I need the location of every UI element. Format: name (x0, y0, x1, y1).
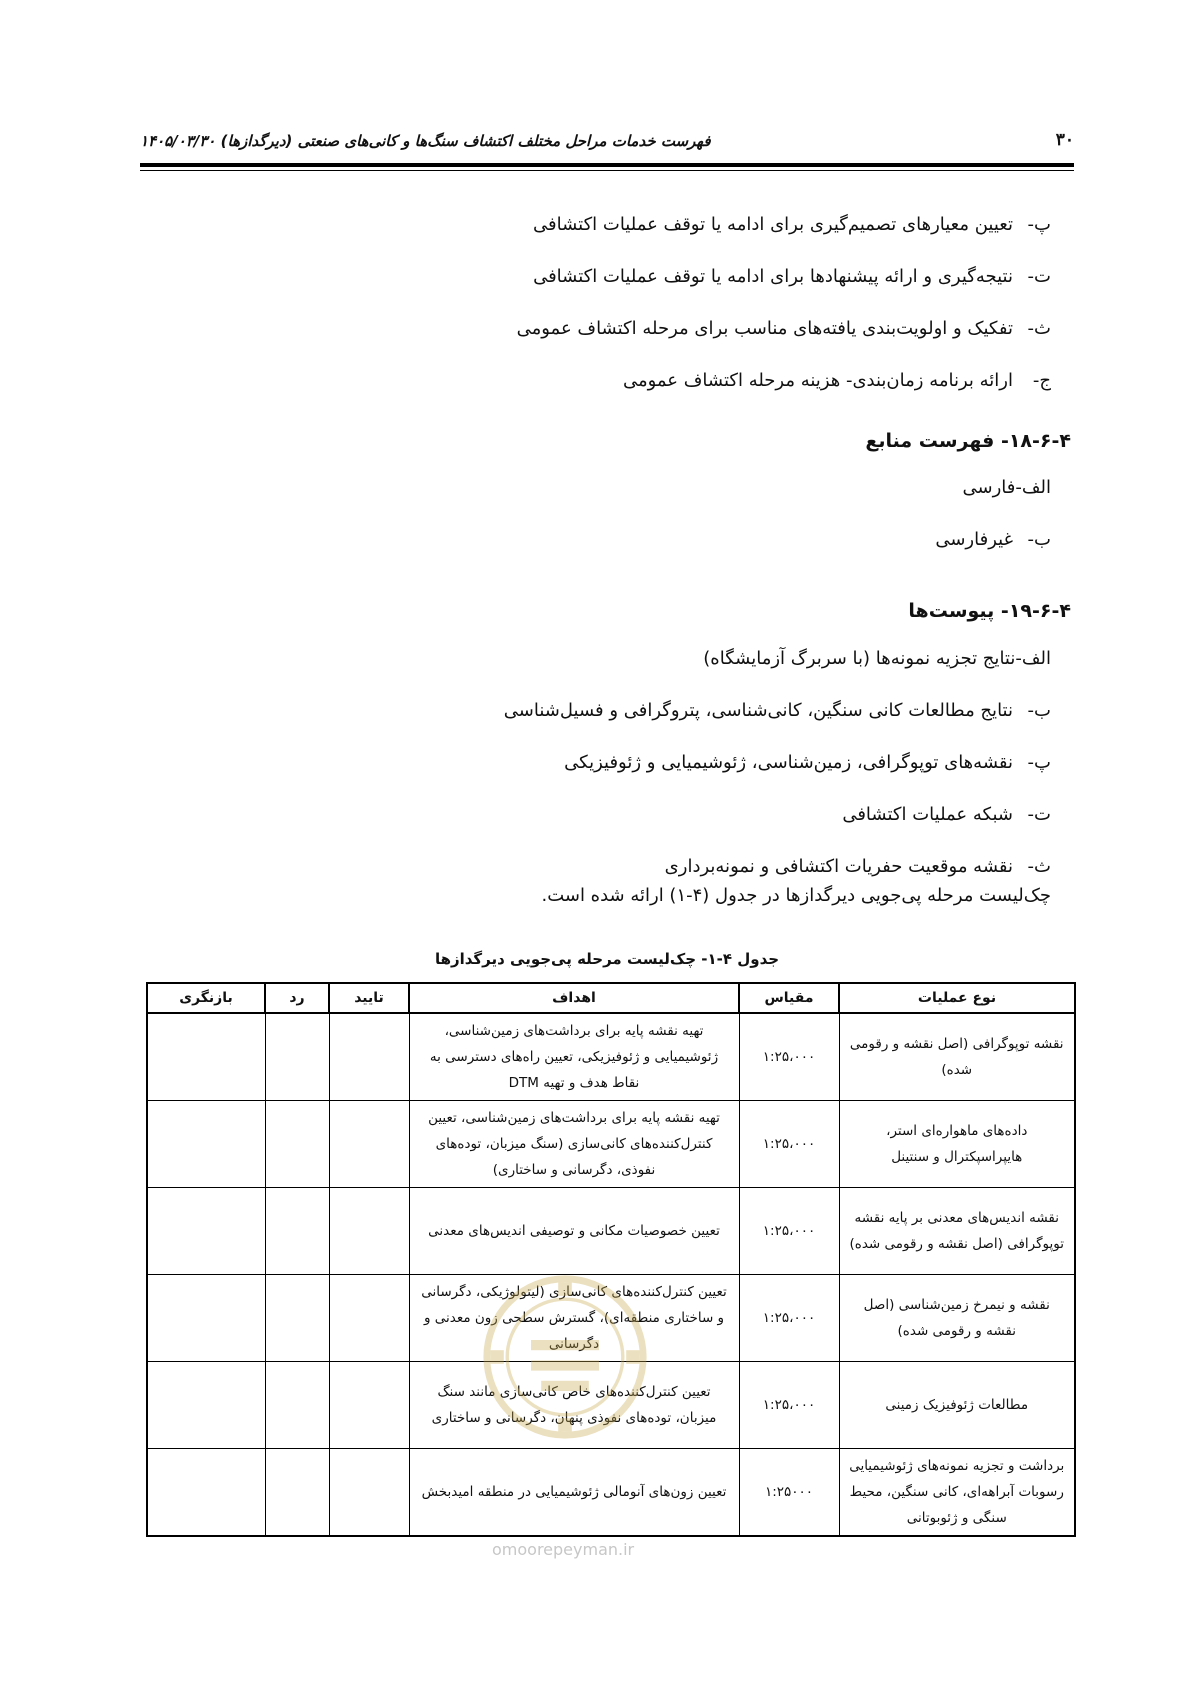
cell-goal: تعیین کنترل‌کننده‌های خاص کانی‌سازی مانند سنگ میزبان، توده‌های نفوذی پنهان، دگرسانی و ساختاری (409, 1362, 739, 1449)
list-marker: ج- (1032, 370, 1051, 391)
list-text: ارائه برنامه زمان‌بندی- هزینه مرحله اکتشاف عمومی (622, 370, 1013, 391)
section-heading-references: ۱۸-۶-۴- فهرست منابع (865, 430, 1071, 452)
column-header-goals: اهداف (409, 983, 739, 1013)
list-item (504, 648, 1051, 700)
cell-scale: ۱:۲۵،۰۰۰ (739, 1013, 839, 1101)
column-header-reject: رد (265, 983, 329, 1013)
header-rule-thick (140, 163, 1074, 167)
table-intro-text: چک‌لیست مرحله پی‌جویی دیرگدازها در جدول (۴-۱) ارائه شده است. (541, 885, 1051, 906)
list-marker: الف- (1015, 648, 1051, 669)
list-text: نتایج مطالعات کانی سنگین، کانی‌شناسی، پتروگرافی و فسیل‌شناسی (503, 700, 1013, 721)
watermark-url: omoorepeyman.ir (492, 1540, 635, 1559)
list-item (517, 214, 1051, 266)
cell-scale: ۱:۲۵۰۰۰ (739, 1449, 839, 1537)
checklist-table (146, 982, 1076, 1537)
column-header-operation: نوع عملیات (839, 983, 1075, 1013)
outcomes-list (517, 214, 1051, 422)
list-item (504, 752, 1051, 804)
references-list (935, 477, 1051, 581)
table-row (147, 1013, 1075, 1101)
table-header-row (147, 983, 1075, 1013)
cell-approve (329, 1188, 409, 1275)
cell-operation: برداشت و تجزیه نمونه‌های ژئوشیمیایی رسوبات آبراهه‌ای، کانی سنگین، محیط سنگی و ژئوبوتانی (839, 1449, 1075, 1537)
list-item (517, 266, 1051, 318)
cell-approve (329, 1101, 409, 1188)
cell-reject (265, 1449, 329, 1537)
list-marker: الف- (1015, 477, 1051, 498)
cell-scale: ۱:۲۵،۰۰۰ (739, 1275, 839, 1362)
cell-approve (329, 1013, 409, 1101)
appendices-list (504, 648, 1051, 908)
page-number: ۳۰ (1055, 130, 1074, 150)
list-item (935, 477, 1051, 529)
cell-operation: نقشه و نیمرخ زمین‌شناسی (اصل نقشه و رقومی شده) (839, 1275, 1075, 1362)
column-header-scale: مقیاس (739, 983, 839, 1013)
header-rule-thin (140, 170, 1074, 171)
cell-reject (265, 1362, 329, 1449)
cell-goal: تهیه نقشه پایه برای برداشت‌های زمین‌شناسی، تعیین کنترل‌کننده‌های کانی‌سازی (سنگ میزبان، توده‌های نفوذی، دگرسانی و ساختاری) (409, 1101, 739, 1188)
list-item (517, 370, 1051, 422)
list-text: نقشه‌های توپوگرافی، زمین‌شناسی، ژئوشیمیایی و ژئوفیزیکی (564, 752, 1013, 773)
list-text: شبکه عملیات اکتشافی (842, 804, 1013, 825)
column-header-review: بازنگری (147, 983, 265, 1013)
table-row (147, 1101, 1075, 1188)
cell-approve (329, 1275, 409, 1362)
cell-review (147, 1013, 265, 1101)
cell-scale: ۱:۲۵،۰۰۰ (739, 1188, 839, 1275)
cell-reject (265, 1275, 329, 1362)
table-row (147, 1449, 1075, 1537)
cell-review (147, 1362, 265, 1449)
cell-review (147, 1449, 265, 1537)
column-header-approve: تایید (329, 983, 409, 1013)
cell-goal: تعیین خصوصیات مکانی و توصیفی اندیس‌های معدنی (409, 1188, 739, 1275)
cell-operation: نقشه اندیس‌های معدنی بر پایه نقشه توپوگرافی (اصل نقشه و رقومی شده) (839, 1188, 1075, 1275)
cell-review (147, 1101, 265, 1188)
cell-reject (265, 1013, 329, 1101)
table-row (147, 1362, 1075, 1449)
list-text: نتایج تجزیه نمونه‌ها (با سربرگ آزمایشگاه) (703, 648, 1016, 669)
list-text: تعیین معیارهای تصمیم‌گیری برای ادامه یا توقف عملیات اکتشافی (533, 214, 1013, 235)
cell-approve (329, 1449, 409, 1537)
list-marker: ت- (1027, 266, 1051, 287)
page-header (140, 128, 1074, 164)
list-marker: پ- (1027, 752, 1051, 773)
cell-scale: ۱:۲۵،۰۰۰ (739, 1101, 839, 1188)
list-text: فارسی (962, 477, 1016, 498)
section-heading-appendices: ۱۹-۶-۴- پیوست‌ها (908, 600, 1071, 622)
list-marker: ث- (1027, 318, 1051, 339)
list-text: نتیجه‌گیری و ارائه پیشنهادها برای ادامه یا توقف عملیات اکتشافی (533, 266, 1013, 287)
list-marker: پ- (1027, 214, 1051, 235)
cell-review (147, 1275, 265, 1362)
list-marker: ب- (1027, 529, 1051, 550)
table-caption: جدول ۴-۱- چک‌لیست مرحله پی‌جویی دیرگدازها (434, 950, 780, 968)
running-title: فهرست خدمات مراحل مختلف اکتشاف سنگ‌ها و کانی‌های صنعتی (دیرگدازها) ۱۴۰۵/۰۳/۳۰ (140, 132, 711, 150)
list-marker: ت- (1027, 804, 1051, 825)
cell-goal: تعیین کنترل‌کننده‌های کانی‌سازی (لیتولوژیکی، دگرسانی و ساختاری منطقه‌ای)، گسترش سطحی زون معدنی و دگرسانی (409, 1275, 739, 1362)
table-row (147, 1188, 1075, 1275)
cell-operation: داده‌های ماهواره‌ای استر، هایپراسپکترال و سنتینل (839, 1101, 1075, 1188)
list-text: نقشه موقعیت حفریات اکتشافی و نمونه‌برداری (664, 856, 1013, 877)
list-item (935, 529, 1051, 581)
cell-operation: مطالعات ژئوفیزیک زمینی (839, 1362, 1075, 1449)
cell-reject (265, 1188, 329, 1275)
cell-goal: تهیه نقشه پایه برای برداشت‌های زمین‌شناسی، ژئوشیمیایی و ژئوفیزیکی، تعیین راه‌های دسترسی به نقاط هدف و تهیه DTM (409, 1013, 739, 1101)
list-marker: ث- (1027, 856, 1051, 877)
cell-goal: تعیین زون‌های آنومالی ژئوشیمیایی در منطقه امیدبخش (409, 1449, 739, 1537)
list-item (504, 700, 1051, 752)
cell-scale: ۱:۲۵،۰۰۰ (739, 1362, 839, 1449)
cell-review (147, 1188, 265, 1275)
cell-approve (329, 1362, 409, 1449)
cell-operation: نقشه توپوگرافی (اصل نقشه و رقومی شده) (839, 1013, 1075, 1101)
list-text: غیرفارسی (935, 529, 1013, 550)
cell-reject (265, 1101, 329, 1188)
list-item (517, 318, 1051, 370)
list-text: تفکیک و اولویت‌بندی یافته‌های مناسب برای مرحله اکتشاف عمومی (516, 318, 1013, 339)
list-marker: ب- (1027, 700, 1051, 721)
list-item (504, 804, 1051, 856)
table-row (147, 1275, 1075, 1362)
